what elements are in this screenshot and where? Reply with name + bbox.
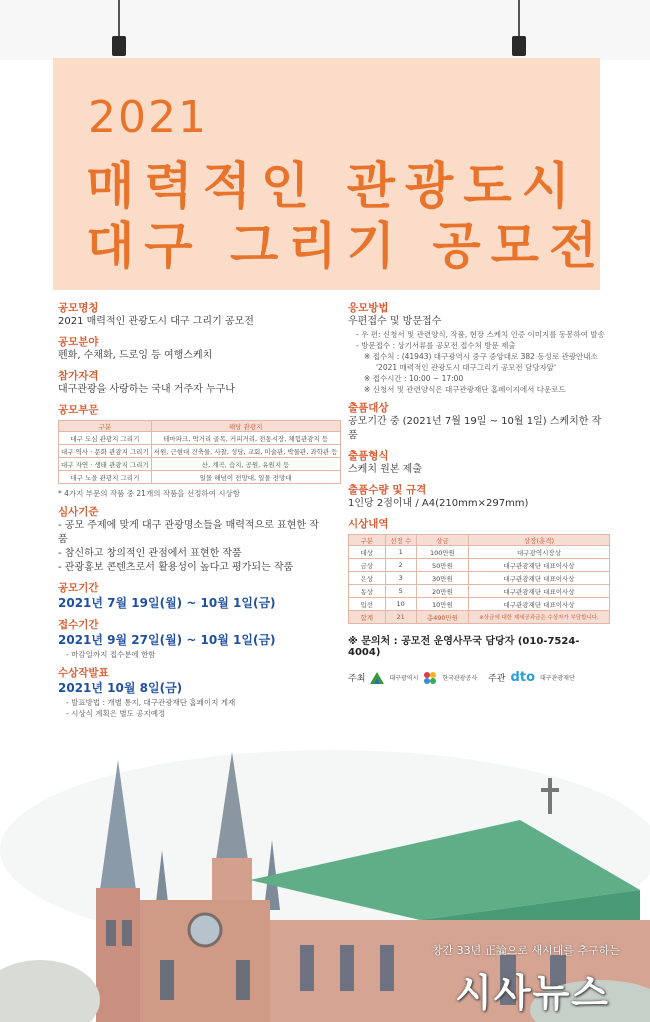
right-column xyxy=(348,302,610,685)
target-text: 공모기간 중 (2021년 7월 19일 ~ 10월 1일) 스케치한 작품 xyxy=(348,416,602,441)
table-cell: 대구관광재단 대표이사상 xyxy=(469,559,610,572)
table-header: 상금 xyxy=(416,535,468,546)
method-heading: 응모방법 xyxy=(348,302,389,314)
quantity-heading: 출품수량 및 규격 xyxy=(348,484,427,496)
method-line: ※ 접수처 : (41943) 대구광역시 중구 중앙대로 382 동성로 관광안내소 xyxy=(364,352,598,361)
table-cell: 10 xyxy=(385,598,416,611)
announce-heading: 수상작발표 xyxy=(58,667,109,679)
announce-note: - 발표방법 : 개별 통지, 대구관광재단 홈페이지 게재 xyxy=(66,698,236,707)
watermark-logo: 시사뉴스 xyxy=(455,971,610,1015)
field-heading: 공모분야 xyxy=(58,336,99,348)
target-heading: 출품대상 xyxy=(348,402,389,414)
table-header: 구분 xyxy=(349,535,386,546)
dto-logo: dto xyxy=(510,670,535,685)
table-cell: ※상금에 대한 제세공과금은 수상자가 부담합니다. xyxy=(469,611,610,624)
table-header: 선정 수 xyxy=(385,535,416,546)
method-line: ※ 접수시간 : 10:00 ~ 17:00 xyxy=(364,374,464,383)
department-heading: 공모부문 xyxy=(58,404,99,416)
form-text: 스케치 원본 제출 xyxy=(348,464,422,475)
table-row xyxy=(59,471,341,484)
department-note: * 4가지 부문의 작품 중 21개의 작품을 선정하여 시상함 xyxy=(58,489,241,498)
table-cell: 21 xyxy=(385,611,416,624)
title-line-1: 매력적인 관광도시 xyxy=(86,157,580,215)
table-header: 해당 관광지 xyxy=(151,421,340,432)
method-line: - 방문접수 : 상기서류를 공모전 접수처 방문 제출 xyxy=(356,341,516,350)
announce-note: - 시상식 계획은 별도 공지예정 xyxy=(66,709,166,718)
period-date: 2021년 7월 19일(월) ~ 10월 1일(금) xyxy=(58,596,276,610)
table-row xyxy=(349,572,610,585)
table-row xyxy=(349,559,610,572)
table-row xyxy=(59,445,341,458)
host-2-name: 한국관광공사 xyxy=(442,675,478,682)
table-cell: 1 xyxy=(385,546,416,559)
table-header: 상장(훈격) xyxy=(469,535,610,546)
quantity-text: 1인당 2점이내 / A4(210mm×297mm) xyxy=(348,498,529,509)
table-cell: 3 xyxy=(385,572,416,585)
table-cell: 산, 계곡, 습지, 공원, 유원지 등 xyxy=(151,458,340,471)
contact-info: ※ 문의처 : 공모전 운영사무국 담당자 (010-7524-4004) xyxy=(348,636,580,658)
table-row xyxy=(59,432,341,445)
table-cell: 20만원 xyxy=(416,585,468,598)
title-line-2: 대구 그리기 공모전 xyxy=(86,217,608,275)
binder-clip-icon xyxy=(512,0,526,58)
announce-date: 2021년 10월 8일(금) xyxy=(58,681,183,695)
title-year: 2021 xyxy=(88,92,208,143)
table-cell: 대구관광재단 대표이사상 xyxy=(469,598,610,611)
table-cell: 30만원 xyxy=(416,572,468,585)
criteria-item: - 관광홍보 콘텐츠로서 활용성이 높다고 평가되는 작품 xyxy=(58,562,294,573)
table-cell: 대상 xyxy=(349,546,386,559)
binder-clip-icon xyxy=(112,0,126,58)
sponsors-row xyxy=(348,670,610,685)
table-cell: 동상 xyxy=(349,585,386,598)
method-line: ※ 신청서 및 관련양식은 대구관광재단 홈페이지에서 다운로드 xyxy=(364,385,566,394)
table-cell: 총490만원 xyxy=(416,611,468,624)
table-cell: 테마파크, 먹거리 골목, 커피거리, 전통시장, 체험관광지 등 xyxy=(151,432,340,445)
table-cell: 서원, 근현대 건축물, 사찰, 성당, 교회, 미술관, 박물관, 과학관 등 xyxy=(151,445,340,458)
organizer-name: 대구관광재단 xyxy=(540,675,575,682)
table-cell: 대구 자연 · 생태 관광지 그리기 xyxy=(59,458,152,471)
kto-logo-icon xyxy=(423,671,437,685)
table-cell: 대구관광재단 대표이사상 xyxy=(469,572,610,585)
contest-name-text: 2021 매력적인 관광도시 대구 그리기 공모전 xyxy=(58,316,254,327)
table-cell: 대구광역시장상 xyxy=(469,546,610,559)
top-band xyxy=(0,0,650,60)
qualification-heading: 참가자격 xyxy=(58,370,99,382)
table-row xyxy=(349,546,610,559)
table-cell: 2 xyxy=(385,559,416,572)
award-table xyxy=(348,534,610,624)
table-cell: 대구관광재단 대표이사상 xyxy=(469,585,610,598)
qualification-text: 대구관광을 사랑하는 국내 거주자 누구나 xyxy=(58,384,235,395)
table-cell: 은상 xyxy=(349,572,386,585)
table-cell: 금상 xyxy=(349,559,386,572)
criteria-heading: 심사기준 xyxy=(58,506,99,518)
table-cell: 대구 노을 관광지 그리기 xyxy=(59,471,152,484)
receipt-note: - 마감일까지 접수분에 한함 xyxy=(66,650,156,659)
table-cell: 50만원 xyxy=(416,559,468,572)
table-cell: 일몰 해넘이 전망대, 일몰 전망대 xyxy=(151,471,340,484)
table-header: 구분 xyxy=(59,421,152,432)
left-column xyxy=(58,302,338,719)
table-cell: 10만원 xyxy=(416,598,468,611)
table-cell: 대구 도심 관광지 그리기 xyxy=(59,432,152,445)
table-cell: 대구 역사 · 문화 관광지 그리기 xyxy=(59,445,152,458)
criteria-item: - 공모 주제에 맞게 대구 관광명소들을 매력적으로 표현한 작품 xyxy=(58,520,319,545)
method-line: - 우 편: 신청서 및 관련양식, 작품, 현장 스케치 인증 이미지를 동봉하여 발송 xyxy=(356,330,605,339)
field-text: 펜화, 수채화, 드로잉 등 여행스케치 xyxy=(58,350,213,361)
daegu-city-logo-icon xyxy=(370,672,384,684)
method-text: 우편접수 및 방문접수 xyxy=(348,316,442,327)
table-cell: 입선 xyxy=(349,598,386,611)
organizer-label: 주관 xyxy=(488,674,506,684)
department-table xyxy=(58,420,341,484)
table-cell: 5 xyxy=(385,585,416,598)
award-heading: 시상내역 xyxy=(348,518,389,530)
receipt-heading: 접수기간 xyxy=(58,619,99,631)
host-1-name: 대구광역시 xyxy=(389,675,419,682)
table-row xyxy=(349,598,610,611)
criteria-item: - 참신하고 창의적인 관점에서 표현한 작품 xyxy=(58,548,242,559)
host-label: 주최 xyxy=(348,674,366,684)
table-row xyxy=(349,585,610,598)
receipt-date: 2021년 9월 27일(월) ~ 10월 1일(금) xyxy=(58,633,276,647)
table-row xyxy=(59,458,341,471)
period-heading: 공모기간 xyxy=(58,582,99,594)
contest-name-heading: 공모명칭 xyxy=(58,302,99,314)
table-cell: 합계 xyxy=(349,611,386,624)
method-line: '2021 매력적인 관광도시 대구그리기 공모전 담당자앞' xyxy=(376,363,557,372)
table-row xyxy=(349,611,610,624)
form-heading: 출품형식 xyxy=(348,450,389,462)
watermark-slogan: 창간 33년 正論으로 새시대를 추구하는 xyxy=(431,944,620,957)
table-cell: 100만원 xyxy=(416,546,468,559)
